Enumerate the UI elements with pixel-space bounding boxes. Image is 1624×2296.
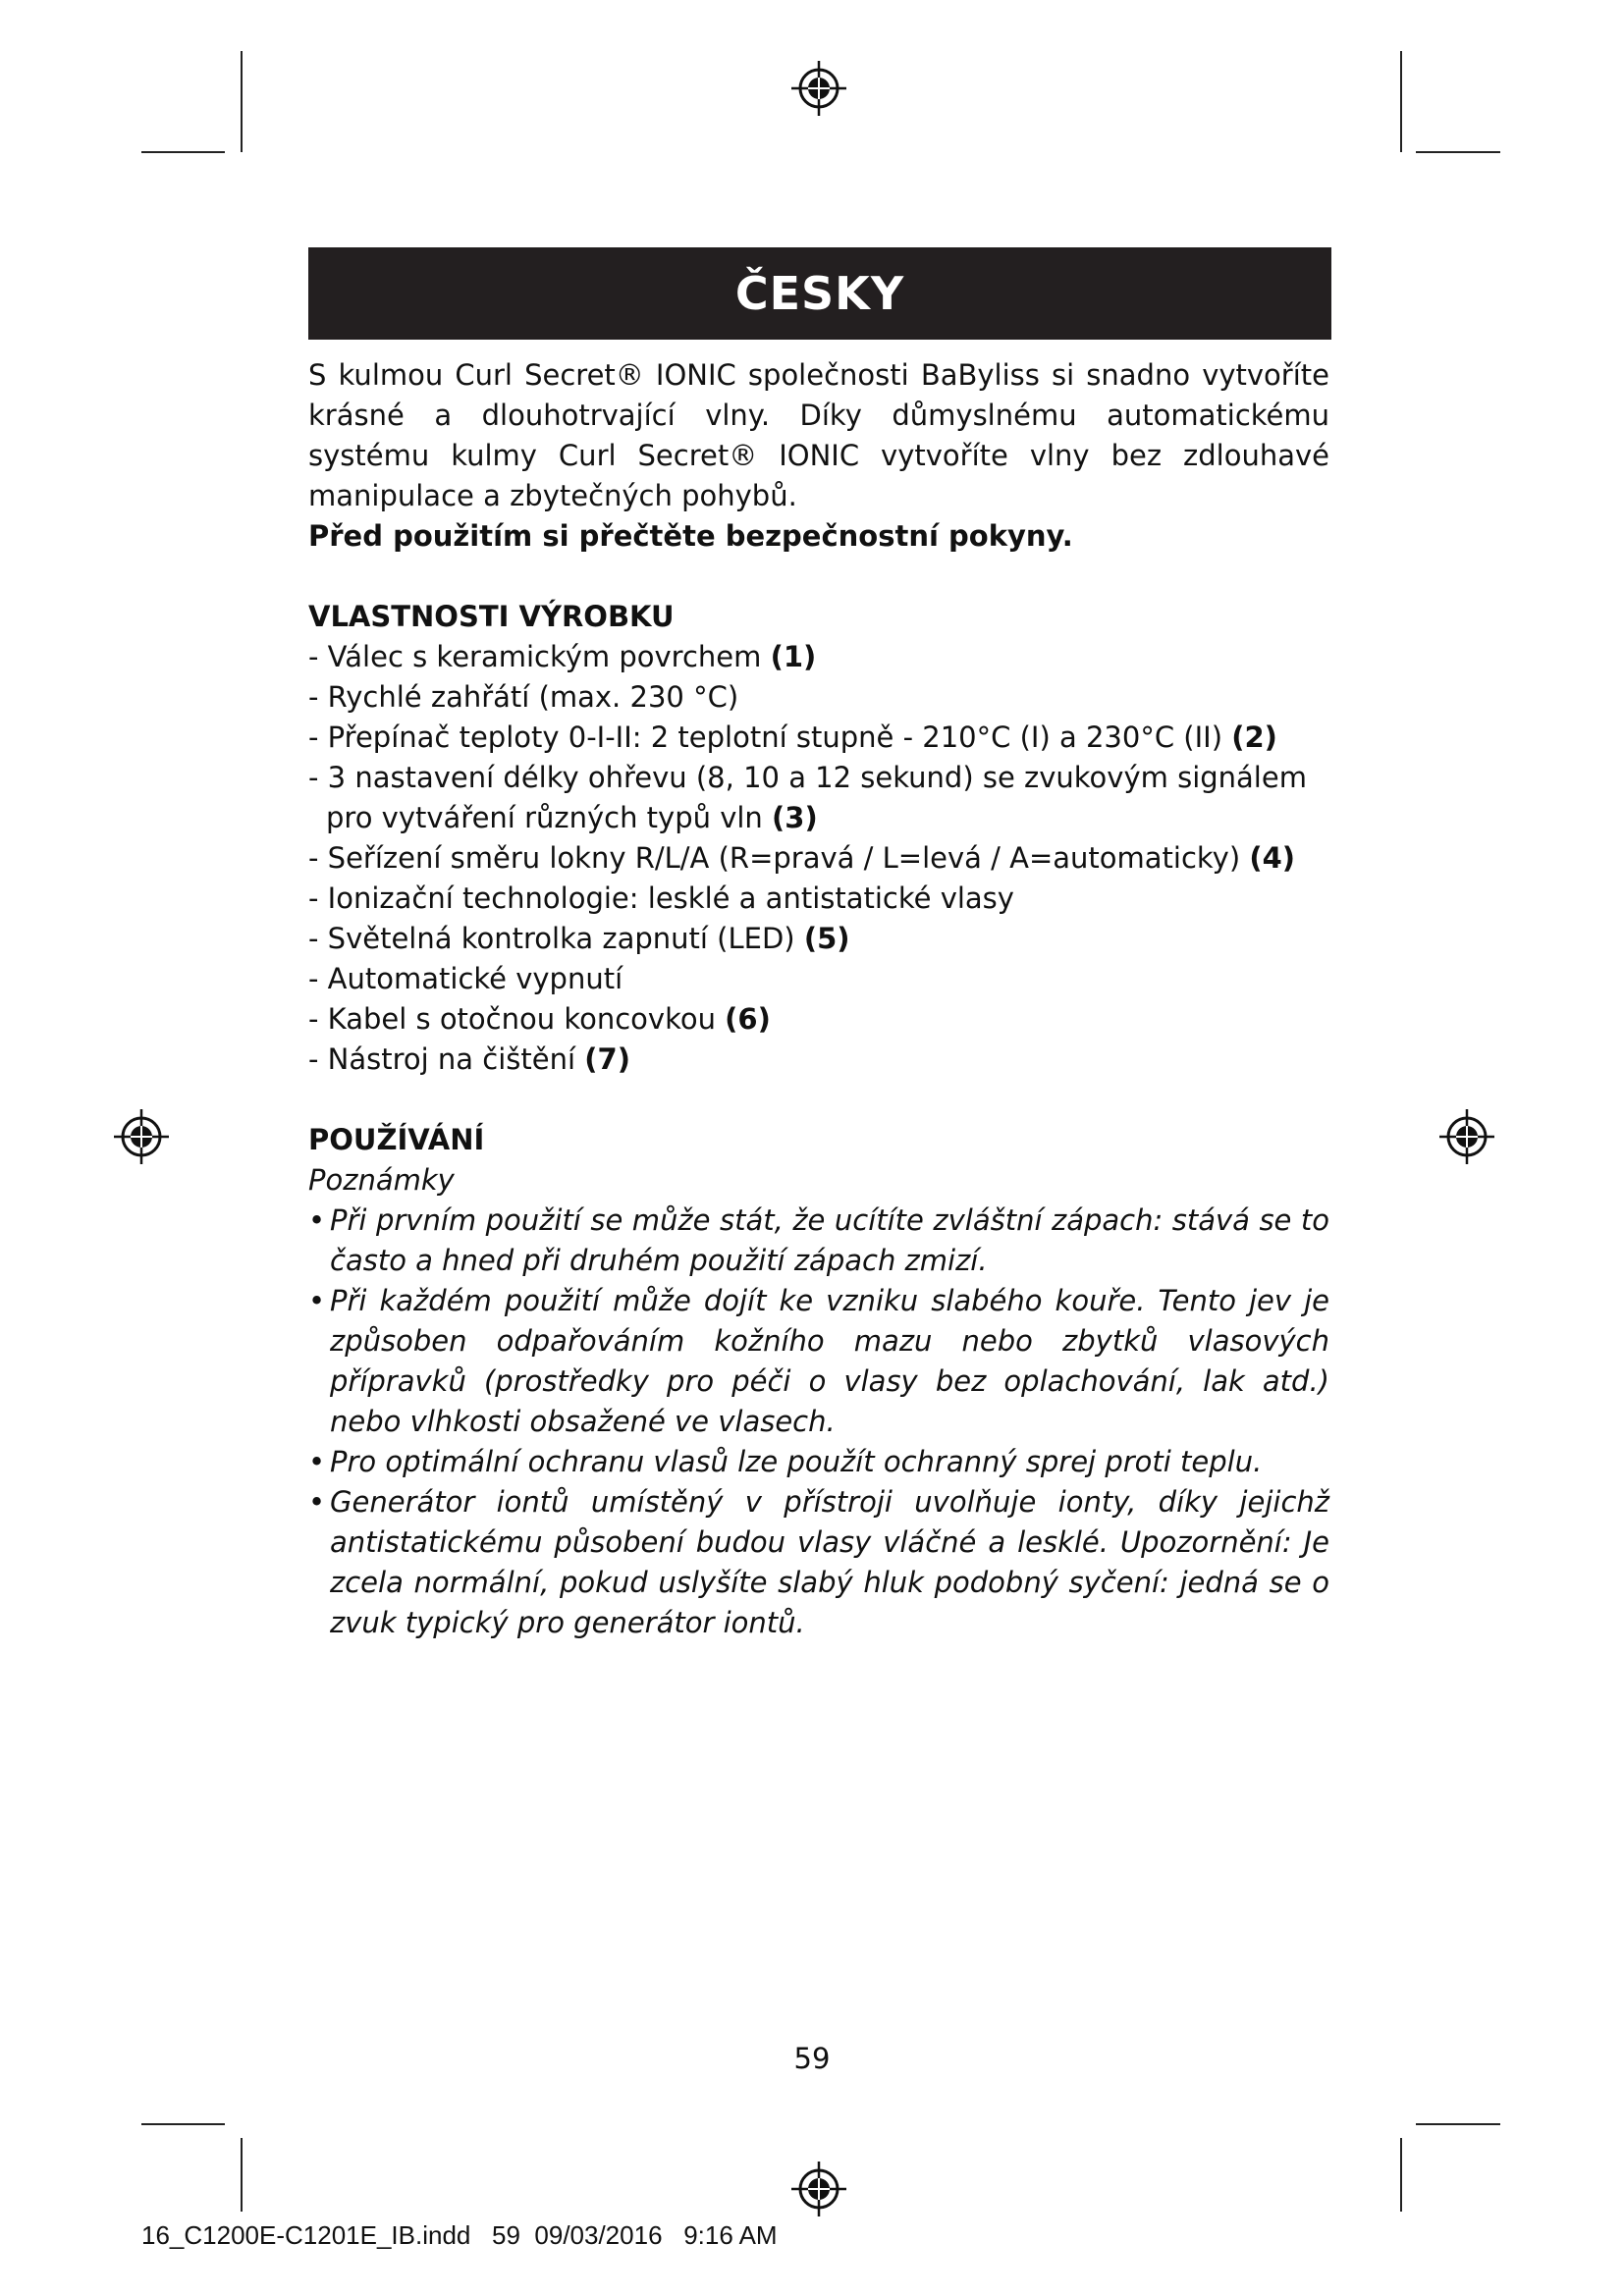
bullet-icon: •	[308, 1445, 326, 1478]
list-item: - Ionizační technologie: lesklé a antistatické vlasy	[308, 881, 1014, 915]
list-item: - Automatické vypnutí	[308, 962, 623, 995]
crop-mark-bottom-left-horizontal	[141, 2123, 225, 2125]
list-item: • Pro optimální ochranu vlasů lze použít ochranný sprej proti teplu.	[308, 1442, 1329, 1482]
list-item: - Přepínač teploty 0-I-II: 2 teplotní stupně - 210°C (I) a 230°C (II) (2)	[308, 721, 1277, 754]
registration-mark-icon	[1437, 1107, 1496, 1166]
list-item: • Generátor iontů umístěný v přístroji uvolňuje ionty, díky jejichž antistatickému působení budou vlasy vláčné a lesklé. Upozornění: Je zcela normální, pokud uslyšíte slabý hluk podobný syčení: jedná se o zvuk typický pro generátor iontů.	[308, 1482, 1329, 1643]
list-item: - Seřízení směru lokny R/L/A (R=pravá / L=levá / A=automaticky) (4)	[308, 841, 1296, 875]
page-title: ČESKY	[308, 247, 1331, 340]
safety-note: Před použitím si přečtěte bezpečnostní pokyny.	[308, 519, 1073, 553]
crop-mark-bottom-left-vertical	[241, 2138, 243, 2212]
crop-mark-bottom-right-horizontal	[1416, 2123, 1500, 2125]
page-number: 59	[793, 2042, 831, 2075]
main-content	[308, 355, 1329, 1643]
list-item: - Světelná kontrolka zapnutí (LED) (5)	[308, 922, 850, 955]
crop-mark-top-right-vertical	[1400, 51, 1402, 152]
registration-mark-icon	[789, 2160, 848, 2218]
registration-mark-icon	[112, 1107, 171, 1166]
list-item: • Při každém použití může dojít ke vzniku slabého kouře. Tento jev je způsoben odpařováním kožního mazu nebo zbytků vlasových přípravků (prostředky pro péči o vlasy bez oplachování, lak atd.) nebo vlhkosti obsažené ve vlasech.	[308, 1281, 1329, 1442]
list-item: - Válec s keramickým povrchem (1)	[308, 640, 817, 673]
list-item: - Rychlé zahřátí (max. 230 °C)	[308, 680, 739, 714]
crop-mark-top-left-horizontal	[141, 151, 225, 153]
features-list	[308, 637, 1329, 1080]
crop-mark-top-left-vertical	[241, 51, 243, 152]
registration-mark-icon	[789, 59, 848, 118]
notes-label: Poznámky	[308, 1163, 455, 1197]
list-item: - Nástroj na čištění (7)	[308, 1042, 630, 1076]
bullet-icon: •	[308, 1284, 326, 1317]
print-slug: 16_C1200E-C1201E_IB.indd 59 09/03/2016 9:16 AM	[141, 2220, 778, 2250]
list-item: - Kabel s otočnou koncovkou (6)	[308, 1002, 771, 1036]
features-heading: VLASTNOSTI VÝROBKU	[308, 600, 675, 633]
list-item: • Při prvním použití se může stát, že ucítíte zvláštní zápach: stává se to často a hned při druhém použití zápach zmizí.	[308, 1201, 1329, 1281]
bullet-icon: •	[308, 1203, 326, 1237]
intro-paragraph: S kulmou Curl Secret® IONIC společnosti BaByliss si snadno vytvoříte krásné a dlouhotrvající vlny. Díky důmyslnému automatickému systému kulmy Curl Secret® IONIC vytvoříte vlny bez zdlouhavé manipulace a zbytečných pohybů.	[308, 358, 1329, 512]
usage-heading: POUŽÍVÁNÍ	[308, 1123, 485, 1156]
bullet-icon: •	[308, 1485, 326, 1519]
crop-mark-top-right-horizontal	[1416, 151, 1500, 153]
notes-list	[308, 1201, 1329, 1643]
crop-mark-bottom-right-vertical	[1400, 2138, 1402, 2212]
list-item: - 3 nastavení délky ohřevu (8, 10 a 12 sekund) se zvukovým signálem pro vytváření různých typů vln (3)	[308, 761, 1307, 834]
